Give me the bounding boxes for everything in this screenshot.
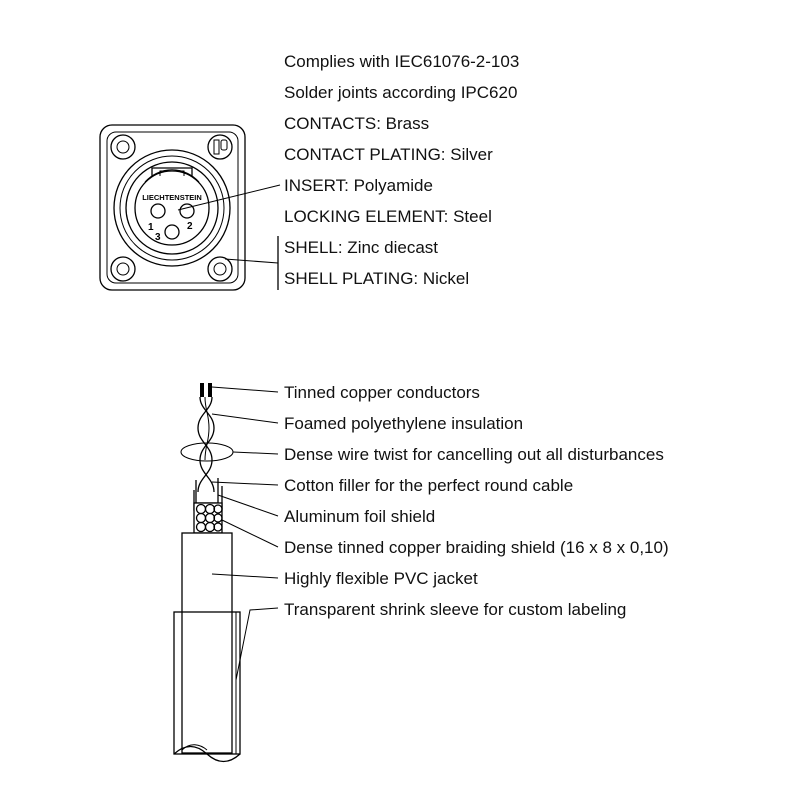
connector-brand: LIECHTENSTEIN	[142, 193, 202, 202]
spec-solder: Solder joints according IPC620	[284, 83, 518, 102]
spec-shell: SHELL: Zinc diecast	[284, 238, 439, 257]
layer-conductors: Tinned copper conductors	[284, 383, 480, 402]
layer-pvc-jacket: Highly flexible PVC jacket	[284, 569, 478, 588]
spec-shell-plating: SHELL PLATING: Nickel	[284, 269, 470, 288]
layer-foil-shield: Aluminum foil shield	[284, 507, 436, 526]
layer-cotton-filler: Cotton filler for the perfect round cable	[284, 476, 574, 495]
braid-shield-icon	[194, 503, 222, 533]
layer-braiding-shield: Dense tinned copper braiding shield (16 x 8 x 0,10)	[284, 538, 669, 557]
spec-contact-plating: CONTACT PLATING: Silver	[284, 145, 493, 164]
pin-1-label: 1	[148, 222, 154, 233]
layer-wire-twist: Dense wire twist for cancelling out all disturbances	[284, 445, 664, 464]
cable-cross-section-drawing	[174, 383, 240, 762]
layer-shrink-sleeve: Transparent shrink sleeve for custom labeling	[284, 600, 627, 619]
cable-layer-list	[284, 383, 669, 619]
xlr-connector-drawing	[100, 125, 245, 290]
spec-insert: INSERT: Polyamide	[284, 176, 433, 195]
layer-insulation: Foamed polyethylene insulation	[284, 414, 524, 433]
pin-2-label: 2	[187, 221, 193, 232]
spec-contacts: CONTACTS: Brass	[284, 114, 430, 133]
connector-spec-list	[284, 52, 519, 288]
spec-locking-element: LOCKING ELEMENT: Steel	[284, 207, 492, 226]
spec-standard: Complies with IEC61076-2-103	[284, 52, 520, 71]
latch-icon	[208, 135, 232, 159]
pin-3-label: 3	[155, 232, 161, 243]
